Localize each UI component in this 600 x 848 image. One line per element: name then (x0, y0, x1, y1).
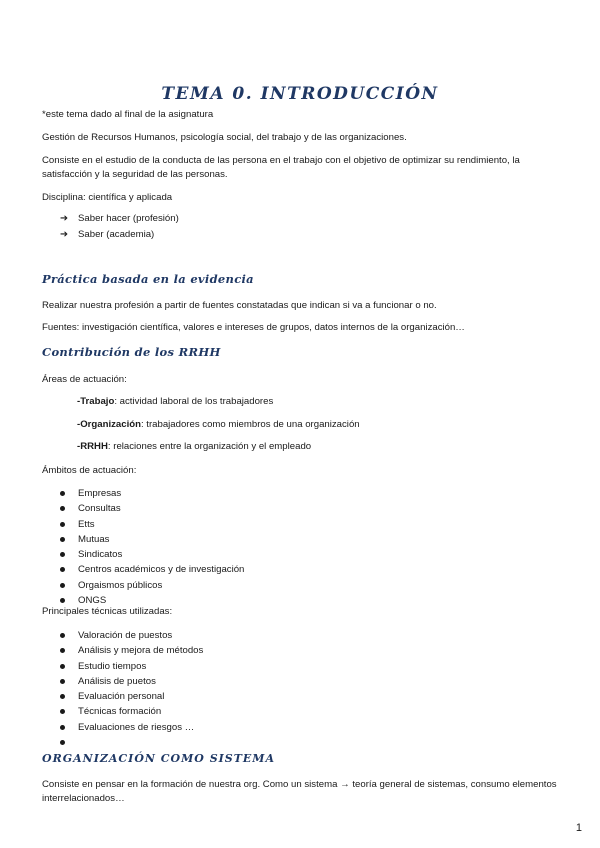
bullet-icon (60, 567, 65, 572)
bullet-icon (60, 648, 65, 653)
bullet-icon (60, 583, 65, 588)
list-item: Estudio tiempos (42, 659, 203, 674)
list-item: Mutuas (42, 532, 244, 547)
tecnicas-list (42, 628, 203, 750)
section-heading-sistema: ORGANIZACIÓN COMO SISTEMA (42, 752, 276, 765)
bullet-icon (60, 506, 65, 511)
list-item: Etts (42, 517, 244, 532)
sistema-paragraph: Consiste en pensar en la formación de nuestra org. Como un sistema → teoría general de sistemas, consumo elementos interrelacionados… (42, 779, 557, 804)
area-item: -Organización: trabajadores como miembros de una organización (77, 419, 360, 430)
ambitos-list (42, 486, 244, 608)
list-item: Evaluaciones de riesgos … (42, 720, 203, 735)
disciplina-line: Disciplina: científica y aplicada (42, 192, 173, 203)
bullet-icon (60, 664, 65, 669)
arrow-right-icon: ➔ (60, 213, 69, 224)
intro-line-1: Gestión de Recursos Humanos, psicología social, del trabajo y de las organizaciones. (42, 132, 407, 143)
list-item: Consultas (42, 501, 244, 516)
list-item: Centros académicos y de investigación (42, 562, 244, 577)
bullet-icon (60, 725, 65, 730)
list-item: Orgaismos públicos (42, 578, 244, 593)
arrow-item: ➔ Saber (academia) (60, 229, 155, 240)
arrow-item: ➔ Saber hacer (profesión) (60, 213, 179, 224)
list-item: Empresas (42, 486, 244, 501)
bullet-icon (60, 537, 65, 542)
arrow-right-icon: ➔ (60, 229, 69, 240)
areas-label: Áreas de actuación: (42, 374, 127, 385)
section-heading-evidencia: Práctica basada en la evidencia (42, 272, 254, 286)
section-heading-contribucion: Contribución de los RRHH (42, 345, 221, 359)
evidencia-paragraph-1: Realizar nuestra profesión a partir de fuentes constatadas que indican si va a funcionar o no. (42, 300, 437, 311)
page-title: TEMA 0. INTRODUCCIÓN (161, 84, 439, 104)
bullet-icon (60, 633, 65, 638)
list-item: Análisis de puetos (42, 674, 203, 689)
evidencia-paragraph-2: Fuentes: investigación científica, valores e intereses de grupos, datos internos de la organización… (42, 322, 465, 333)
page-number: 1 (575, 822, 582, 834)
intro-line-2: Consiste en el estudio de la conducta de las persona en el trabajo con el objetivo de optimizar su rendimiento, la satisfacción y la seguridad de las personas. (42, 155, 520, 180)
list-item: Valoración de puestos (42, 628, 203, 643)
area-item: -Trabajo: actividad laboral de los trabajadores (77, 396, 274, 407)
bullet-icon (60, 740, 65, 745)
bullet-icon (60, 552, 65, 557)
bullet-icon (60, 679, 65, 684)
list-item: Técnicas formación (42, 704, 203, 719)
ambitos-label: Ámbitos de actuación: (42, 465, 137, 476)
area-item: -RRHH: relaciones entre la organización y el empleado (77, 441, 312, 452)
list-item: Evaluación personal (42, 689, 203, 704)
bullet-icon (60, 491, 65, 496)
tecnicas-label: Principales técnicas utilizadas: (42, 606, 173, 617)
list-item: Análisis y mejora de métodos (42, 643, 203, 658)
bullet-icon (60, 522, 65, 527)
intro-note: *este tema dado al final de la asignatura (42, 109, 214, 120)
list-item: ONGS (42, 593, 244, 608)
bullet-icon (60, 694, 65, 699)
list-item (42, 735, 203, 750)
bullet-icon (60, 709, 65, 714)
bullet-icon (60, 598, 65, 603)
list-item: Sindicatos (42, 547, 244, 562)
